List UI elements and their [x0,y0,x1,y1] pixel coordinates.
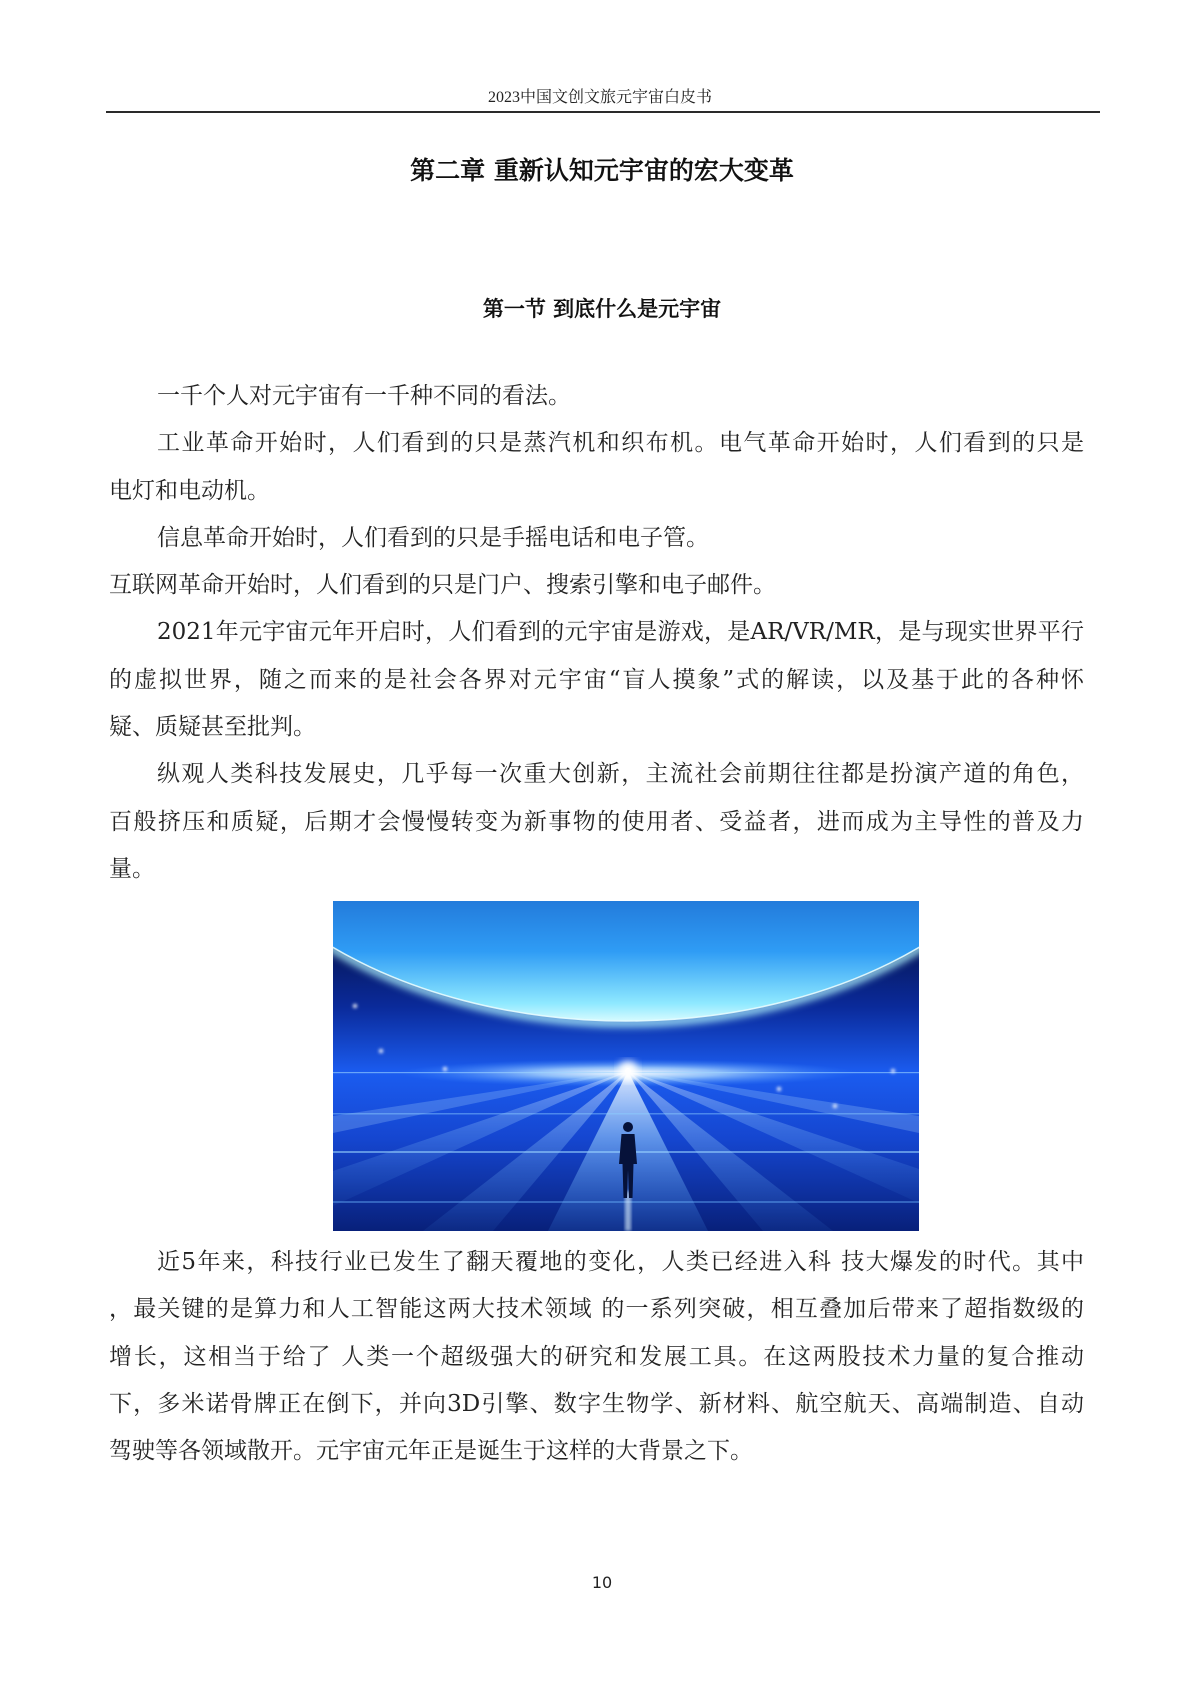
body-text-line: 信息革命开始时，人们看到的只是手摇电话和电子管。 [157,524,709,551]
body-text-line: 一千个人对元宇宙有一千种不同的看法。 [157,383,571,409]
floor-line [333,1113,919,1115]
body-text-line: 工业革命开始时，人们看到的只是蒸汽机和织布机。电气革命开始时，人们看到的只是 [157,430,1084,457]
chapter-title: 第二章 重新认知元宇宙的宏大变革 [410,156,794,185]
body-text-line: 纵观人类科技发展史，几乎每一次重大创新，主流社会前期往往都是扮演产道的角色， [157,761,1084,788]
section-title: 第一节 到底什么是元宇宙 [482,297,722,321]
page-number: 10 [591,1573,613,1592]
body-text-line: 百般挤压和质疑，后期才会慢慢转变为新事物的使用者、受益者，进而成为主导性的普及力 [109,808,1084,835]
body-text-line: 量。 [109,855,155,882]
body-text-after-figure [109,1239,1084,1475]
body-text-line: 电灯和电动机。 [109,477,270,504]
body-text-line: 近5年来，科技行业已发生了翻天覆地的变化，人类已经进入科 技大爆发的时代。其中 [157,1249,1084,1275]
body-text-line: 增长，这相当于给了 人类一个超级强大的研究和发展工具。在这两股技术力量的复合推动 [109,1343,1084,1370]
running-header: 2023中国文创文旅元宇宙白皮书 [487,89,712,106]
body-text-line: ，最关键的是算力和人工智能这两大技术领域 的一系列突破，相互叠加后带来了超指数级的 [109,1296,1084,1323]
body-text-line: 驾驶等各领域散开。元宇宙元年正是诞生于这样的大背景之下。 [109,1438,753,1465]
body-text-line: 下，多米诺骨牌正在倒下，并向3D引擎、数字生物学、新材料、航空航天、高端制造、自动 [109,1390,1084,1417]
body-text-line: 的虚拟世界，随之而来的是社会各界对元宇宙“盲人摸象”式的解读，以及基于此的各种怀 [109,666,1084,693]
body-text-line: 互联网革命开始时，人们看到的只是门户、搜索引擎和电子邮件。 [109,572,776,599]
metaverse-illustration [333,901,919,1231]
body-text-line: 疑、质疑甚至批判。 [109,714,316,741]
body-text-line: 2021年元宇宙元年开启时，人们看到的元宇宙是游戏，是AR/VR/MR，是与现实世界平行 [157,619,1084,646]
header-rule [106,111,1100,113]
body-text-before-figure [109,373,1084,893]
